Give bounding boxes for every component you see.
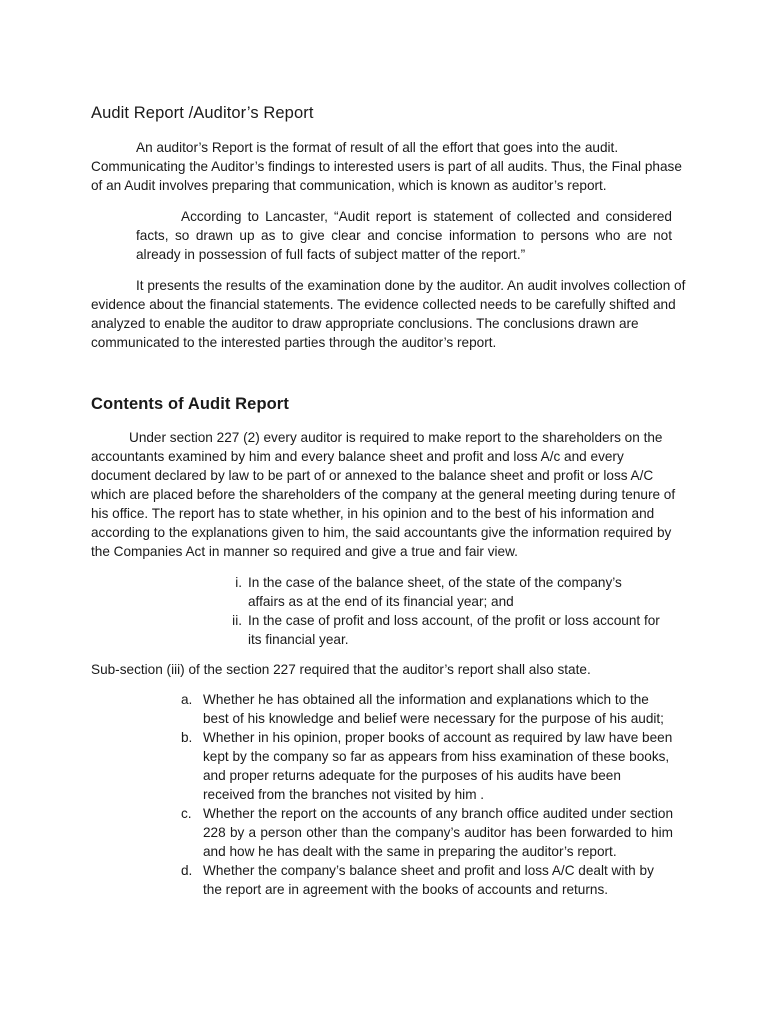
results-paragraph-text: It presents the results of the examination done by the auditor. An audit involves collection of evidence about the financial statements. The evidence collected needs to be carefully shifted and analyzed to enable the auditor to draw appropriate conclusions. The conclusions drawn are bbox=[91, 278, 686, 331]
list-item-text: Whether the company’s balance sheet and profit and loss A/C dealt with by the report are in agreement with the books of accounts and returns. bbox=[203, 863, 654, 897]
section-227-paragraph bbox=[91, 428, 681, 561]
list-item-text: In the case of profit and loss account, of the profit or loss account for its financial year. bbox=[248, 613, 660, 647]
list-item bbox=[222, 573, 662, 611]
list-item bbox=[181, 728, 673, 804]
list-marker: ii. bbox=[232, 613, 242, 628]
section-paragraph-text: Under section 227 (2) every auditor is required to make report to the shareholders on the accountants examined by him and every balance sheet and profit and loss A/c and every document declared by law to be part of or annexed to the balance sheet and profit or loss A/C which are placed before the shareholders of the company at the general meeting during tenure of his office. The report has to state whether, in his opinion and to the best of his information and according to the explanations given to him, the said accountants give the information required by the Companies Act in manner so required and give a true and fair view. bbox=[91, 430, 676, 559]
list-item bbox=[181, 690, 673, 728]
list-item bbox=[222, 611, 662, 649]
list-item-text: In the case of the balance sheet, of the state of the company’s affairs as at the end of its financial year; and bbox=[248, 575, 622, 609]
alpha-list bbox=[181, 690, 673, 899]
list-marker: a. bbox=[181, 692, 193, 707]
list-marker: b. bbox=[181, 730, 193, 745]
subsection-paragraph: Sub-section (iii) of the section 227 required that the auditor’s report shall also state. bbox=[91, 662, 591, 677]
list-item-text: Whether the report on the accounts of any branch office audited under section 228 by a person other than the company’s auditor has been forwarded to him and how he has dealt with the same in preparing the auditor’s report. bbox=[203, 806, 673, 859]
list-item-text: Whether in his opinion, proper books of account as required by law have been kept by the company so far as appears from hiss examination of these books, and proper returns adequate for the purposes of his audits have been received from the branches not visited by him . bbox=[203, 730, 673, 802]
lancaster-quote bbox=[136, 207, 672, 264]
list-marker: c. bbox=[181, 806, 192, 821]
roman-list bbox=[222, 573, 662, 649]
page-title: Audit Report /Auditor’s Report bbox=[91, 104, 314, 122]
results-paragraph bbox=[91, 276, 691, 352]
results-paragraph-tail: communicated to the interested parties through the auditor’s report. bbox=[91, 335, 497, 350]
list-marker: d. bbox=[181, 863, 193, 878]
list-item-text: Whether he has obtained all the information and explanations which to the best of his knowledge and belief were necessary for the purpose of his audit; bbox=[203, 692, 664, 726]
list-item bbox=[181, 861, 673, 899]
quote-text: According to Lancaster, “Audit report is statement of collected and considered facts, so drawn up as to give clear and concise information to persons who are not already in possession of full facts of subject matter of the report.” bbox=[136, 209, 672, 262]
section-heading: Contents of Audit Report bbox=[91, 395, 289, 413]
list-marker: i. bbox=[235, 575, 242, 590]
intro-paragraph bbox=[91, 138, 691, 195]
list-item bbox=[181, 804, 673, 861]
intro-paragraph-text: An auditor’s Report is the format of result of all the effort that goes into the audit. Communicating the Auditor’s findings to interested users is part of all audits. Thus, the Final phase of an Audit involves preparing that communication, which is known as auditor’s report. bbox=[91, 140, 682, 193]
